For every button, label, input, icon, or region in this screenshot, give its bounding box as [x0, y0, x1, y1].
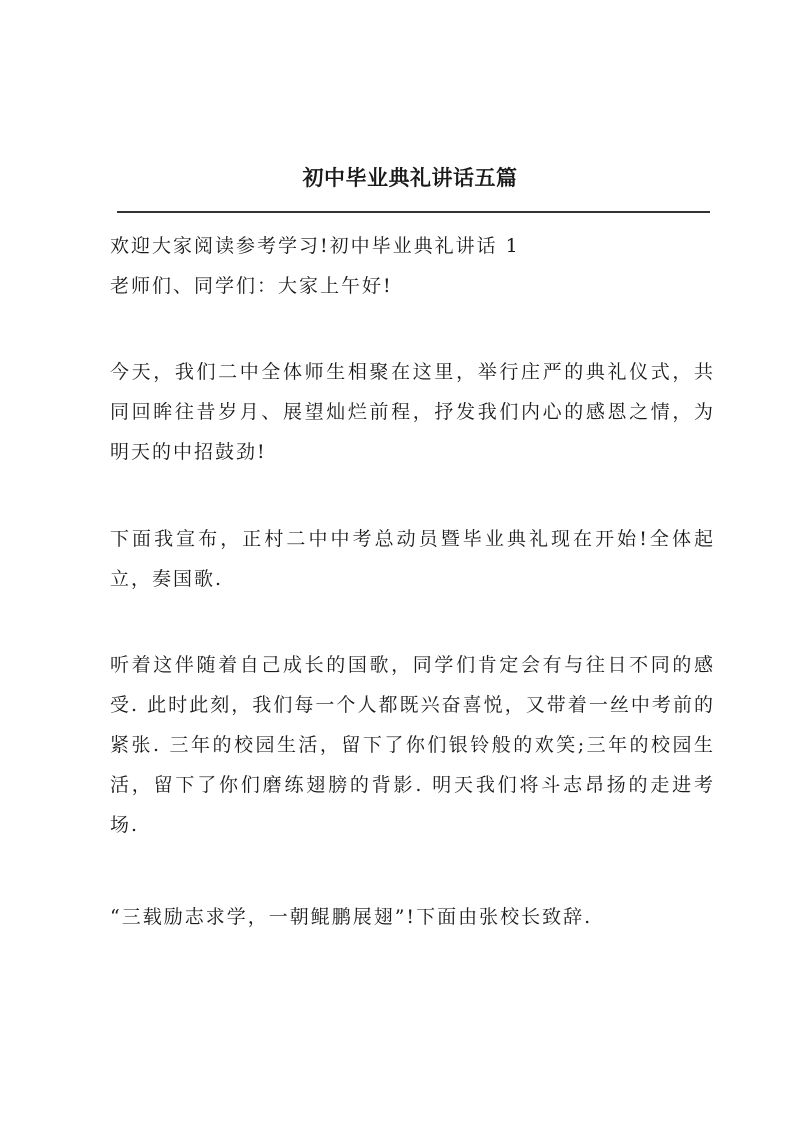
document-title: 初中毕业典礼讲话五篇 — [302, 165, 518, 190]
paragraph-4: “三载励志求学，一朝鲲鹏展翅”!下面由张校长致辞. — [110, 906, 593, 928]
greeting-line: 老师们、同学们：大家上午好! — [110, 275, 393, 297]
title-divider — [117, 211, 710, 213]
paragraph-1: 今天，我们二中全体师生相聚在这里，举行庄严的典礼仪式，共同回眸往昔岁月、展望灿烂前程，抒发我们内心的感恩之情，为明天的中招鼓劲! — [110, 361, 715, 463]
paragraph-2: 下面我宣布，正村二中中考总动员暨毕业典礼现在开始!全体起立，奏国歌. — [110, 528, 715, 590]
paragraph-3: 听着这伴随着自己成长的国歌，同学们肯定会有与往日不同的感受. 此时此刻，我们每一个人都既兴奋喜悦，又带着一丝中考前的紧张. 三年的校园生活，留下了你们银铃般的欢笑;三年的校园生活，留下了你们磨练翅膀的背影. 明天我们将斗志昂扬的走进考场. — [110, 654, 715, 836]
intro-line: 欢迎大家阅读参考学习!初中毕业典礼讲话 1 — [110, 235, 520, 257]
